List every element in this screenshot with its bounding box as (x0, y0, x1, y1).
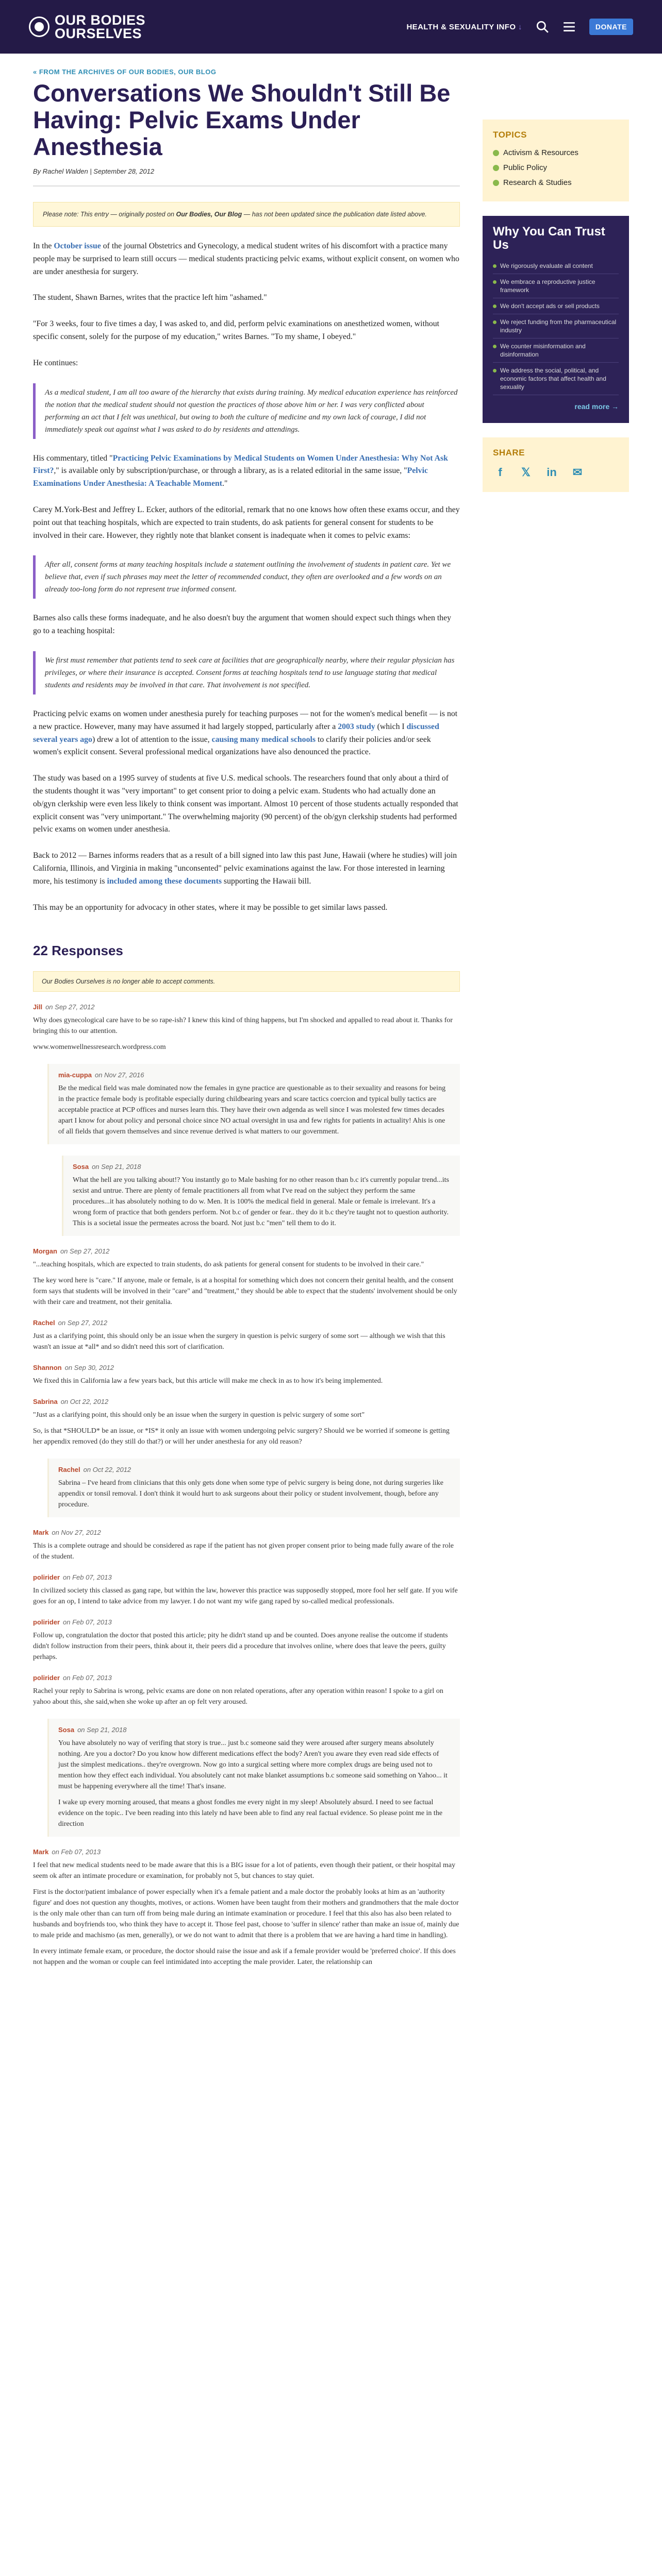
trust-item: We don't accept ads or sell products (493, 298, 619, 314)
blockquote: We first must remember that patients tend to seek care at facilities that are geographically nearby, where their regular physician has privileges, or where their insurance is accepted. Consent forms at teaching hospitals tend to use language stating that medical students and residents may be involved in that care. That involvement is not specified. (33, 651, 460, 694)
comment-author[interactable]: Rachel (58, 1466, 80, 1474)
text: (which I (375, 722, 407, 731)
text: Practicing pelvic exams on women under anesthesia purely for teaching purposes — not for the women's medical benefit — is not a new practice. However, many may have assumed it had largely stopped, particularly after a (33, 709, 458, 731)
comment-author[interactable]: Sosa (58, 1726, 75, 1734)
paragraph: Barnes also calls these forms inadequate, and he also doesn't buy the argument that women should expect such things when they go to a teaching hospital: (33, 614, 452, 636)
blockquote: After all, consent forms at many teaching hospitals include a statement outlining the involvement of students in patient care. Yet we believe that, even if such phrases may meet the letter of recommended conduct, they often are overlooked and a few words on an already too-long form do not represent true informed consent. (33, 555, 460, 599)
comment-paragraph: I feel that new medical students need to be made aware that this is a BIG issue for a lot of patients, even though their patient, or their hospital may seem ok after an intimate procedure or examination, for probably not 5, but chances to stay quiet. (33, 1861, 456, 1880)
comment (33, 1529, 460, 1562)
comment-paragraph: "Just as a clarifying point, this should only be an issue when the surgery in question is pelvic surgery of some sort" (33, 1411, 365, 1419)
paragraph: "For 3 weeks, four to five times a day, I was asked to, and did, perform pelvic examinations on anesthetized women, without specific consent, solely for the purpose of my education," writes Barnes. "To my shame, I obeyed." (33, 319, 440, 341)
article-title: Conversations We Shouldn't Still Be Having: Pelvic Exams Under Anesthesia (33, 79, 451, 160)
comment-header (33, 1247, 460, 1255)
comment (33, 1674, 460, 1707)
divider (33, 185, 460, 187)
topic-label: Activism & Resources (503, 148, 578, 157)
trust-item: We rigorously evaluate all content (493, 258, 619, 274)
comment-date: on Feb 07, 2013 (63, 1573, 112, 1582)
comment-body (33, 1686, 460, 1707)
comment-paragraph: Just as a clarifying point, this should only be an issue when the surgery in question is pelvic surgery of some sort — although we wish that this wasn't an issue at *all* and so didn't need this sort of clarification. (33, 1332, 445, 1351)
topic-item[interactable] (493, 160, 619, 175)
trust-box (483, 216, 629, 423)
logo-line1: OUR BODIES (55, 12, 146, 28)
comment-paragraph: I wake up every morning aroused, that means a ghost fondles me every night in my sleep! Absolutely absurd. I need to see factual evidence on the topic.. I've been reading into this lately nd have been able to find any real factual evidence. So please point me in the direction (58, 1799, 443, 1828)
sidebar (483, 54, 629, 492)
comment-date: on Sep 27, 2012 (60, 1247, 110, 1256)
text: In the (33, 242, 54, 250)
commentary-link[interactable]: Practicing Pelvic Examinations by Medical Students on Women Under Anesthesia: Why Not Ask First? (33, 453, 448, 476)
bullet-icon (493, 180, 499, 186)
comment (47, 1459, 460, 1517)
comment-paragraph: Follow up, congratulation the doctor that posted this article; pity he didn't stand up and be counted. Does anyone realise the outcome if students didn't follow instruction from their peers, think about it, their peers did a procedure that involves online, where does that leave the peers, guilty perhaps. (33, 1632, 448, 1662)
medical-schools-link[interactable]: causing many medical schools (211, 735, 316, 744)
comment-date: on Sep 27, 2012 (58, 1319, 108, 1327)
comment-header (33, 1319, 460, 1327)
comment-date: on Oct 22, 2012 (60, 1398, 109, 1406)
donate-button[interactable]: DONATE (589, 19, 633, 35)
trust-item: We embrace a reproductive justice framework (493, 274, 619, 298)
comment-date: on Sep 21, 2018 (77, 1726, 127, 1734)
topic-label: Research & Studies (503, 178, 572, 187)
comment-header (33, 1674, 460, 1682)
discussed-link[interactable]: discussed several years ago (33, 722, 439, 744)
editorial-link[interactable]: Pelvic Examinations Under Anesthesia: A Teachable Moment (33, 466, 428, 488)
comment (47, 1719, 460, 1837)
comment-paragraph: www.womenwellnessresearch.wordpress.com (33, 1043, 166, 1052)
search-icon[interactable] (536, 20, 549, 33)
site-header (0, 0, 662, 54)
paragraph (33, 452, 460, 490)
text: of the journal Obstetrics and Gynecology, a medical student writes of his discomfort with a practice many people may be surprised to learn still occurs — medical students practicing pelvic exams, without explicit consent, on women who are under anesthesia for surgery. (33, 242, 459, 276)
comment-header (33, 1529, 460, 1536)
comment-body (58, 1083, 451, 1137)
comment-date: on Sep 21, 2018 (92, 1163, 141, 1171)
comment-date: on Sep 27, 2012 (45, 1003, 95, 1011)
comment-date: on Nov 27, 2012 (52, 1529, 101, 1537)
topic-item[interactable] (493, 175, 619, 190)
menu-icon[interactable] (562, 20, 576, 33)
linkedin-icon[interactable]: in (547, 466, 557, 479)
comment-paragraph: In every intimate female exam, or procedure, the doctor should raise the issue and ask if a female provider would be 'preferred choice'. If this does not happen and the woman or couple can feel intimidated into accepting the male provider. Later, the relationship can (33, 1947, 456, 1967)
comment-date: on Oct 22, 2012 (83, 1466, 131, 1474)
comment-date: on Feb 07, 2013 (63, 1618, 112, 1626)
comment (33, 1618, 460, 1663)
trust-item: We address the social, political, and economic factors that affect health and sexuality (493, 363, 619, 395)
share-box (483, 437, 629, 492)
comments-heading: 22 Responses (33, 943, 123, 959)
comment-body (33, 1331, 460, 1352)
study-link[interactable]: 2003 study (338, 722, 375, 731)
comment-paragraph: Sabrina – I've heard from clinicians that this only gets done when some type of pelvic surgery is being done, not during surgeries like appendix or tonsil removal. I don't think it would hurt to ask surgeons about their policy or student involvement, though, before any procedure. (58, 1479, 443, 1509)
comment-body (33, 1860, 460, 1968)
comment-paragraph: We fixed this in California law a few years back, but this article will make me check in as to how it's being implemented. (33, 1377, 383, 1385)
topics-box (483, 120, 629, 201)
comment-body (33, 1015, 460, 1053)
comment-author[interactable]: Mark (33, 1529, 49, 1537)
comment-inner (49, 1719, 460, 1837)
comment-author[interactable]: Sabrina (33, 1398, 58, 1406)
comment-paragraph: First is the doctor/patient imbalance of power especially when it's a female patient and a male doctor the probably looks at him as an 'authority figure' and does not question any thoughts, motives, or actions. Women have been taught from their mothers and grandmothers that the male doctor is the only male other than can turn off from being male during an intimate examination or procedure. I feel that this also has also been related to husbands and boyfriends too, who think they have to accept it. Those feel past, choose to 'suffer in silence' rather than make an issue of, mainly due to male pride and machismo (as men, generally), or we do not want to admit that there is a problem that we are having a hard time in handling). (33, 1888, 459, 1940)
chevron-down-icon: ↓ (518, 22, 522, 31)
comment-date: on Feb 07, 2013 (52, 1848, 101, 1856)
comment (33, 1398, 460, 1447)
logo-line2: OURSELVES (55, 26, 142, 41)
comment-inner (33, 1848, 460, 1968)
note-text: Please note: This entry — originally posted on (43, 211, 176, 218)
comment (33, 1848, 460, 1968)
comment (33, 1319, 460, 1352)
comment-body (33, 1585, 460, 1607)
paragraph: The study was based on a 1995 survey of students at five U.S. medical schools. The researchers found that only about a third of the students thought it was "very important" to get consent prior to doing a pelvic exam. Students who had actually done an ob/gyn clerkship were even less likely to think consent was important. Almost 10 percent of those students actually responded that explicit consent was "very unimportant." The overwhelming majority (90 percent) of the ob/gyn clerkship students had performed pelvic exams on women under anesthesia. (33, 774, 458, 834)
comment-date: on Sep 30, 2012 (64, 1364, 114, 1372)
october-issue-link[interactable]: October issue (54, 242, 101, 250)
comment-paragraph: Rachel your reply to Sabrina is wrong, pelvic exams are done on non related operations, after any operation within reason! I spoke to a girl on yahoo about this, she said,when she woke up after an op felt very aroused. (33, 1687, 443, 1706)
read-more-link[interactable]: read more → (574, 402, 619, 411)
health-info-menu[interactable] (406, 23, 522, 31)
comment (33, 1364, 460, 1386)
comment-body (33, 1540, 460, 1562)
article-main (33, 54, 460, 1968)
comment-inner (49, 1459, 460, 1517)
text: ," is available only by subscription/purchase, or through a library, as is a related editorial in the same issue, " (54, 466, 407, 476)
topics-title: TOPICS (493, 130, 527, 140)
comment-body (73, 1175, 451, 1229)
comment-author[interactable]: polirider (33, 1573, 60, 1582)
comment-author[interactable]: Morgan (33, 1247, 57, 1256)
comment (33, 1573, 460, 1607)
comment-header (33, 1398, 460, 1405)
facebook-icon[interactable]: f (498, 466, 502, 479)
x-icon[interactable]: 𝕏 (521, 466, 531, 479)
comment-inner (33, 1319, 460, 1352)
paragraph: This may be an opportunity for advocacy in other states, where it may be possible to get similar laws passed. (33, 903, 388, 912)
comment-header (33, 1573, 460, 1581)
comment-paragraph: Why does gynecological care have to be so rape-ish? I knew this kind of thing happens, but I'm shocked and appalled to read about it. Thanks for bringing this to our attention. (33, 1016, 453, 1036)
paragraph: The student, Shawn Barnes, writes that the practice left him "ashamed." (33, 293, 267, 302)
comment-paragraph: In civilized society this classed as gang rape, but within the law, however this practice was supposedly stopped, more fool her self gate. If you wife goes for an op, I intend to take advice from my lawyer. I do not want my wife gang raped by so-called medical professionals. (33, 1587, 458, 1606)
comment-header (58, 1726, 451, 1734)
comment-inner (33, 1674, 460, 1707)
comment (62, 1156, 460, 1236)
comment-inner (33, 1247, 460, 1308)
bullet-icon (493, 150, 499, 156)
comment-author[interactable]: Sosa (73, 1163, 89, 1171)
text: ) drew a lot of attention to the issue, (92, 735, 212, 744)
bullet-icon (493, 165, 499, 171)
site-logo[interactable] (29, 13, 145, 40)
paragraph (33, 240, 460, 278)
comment-header (33, 1848, 460, 1856)
share-title: SHARE (493, 448, 525, 457)
paragraph: He continues: (33, 358, 78, 367)
comment-author[interactable]: Jill (33, 1003, 43, 1011)
comments-closed-notice: Our Bodies Ourselves is no longer able to accept comments. (33, 971, 460, 992)
comment-date: on Nov 27, 2016 (95, 1071, 144, 1079)
note-text-end: — has not been updated since the publication date listed above. (242, 211, 427, 218)
text: His commentary, titled " (33, 453, 113, 463)
comment-date: on Feb 07, 2013 (63, 1674, 112, 1682)
comment-paragraph: You have absolutely no way of verifing that story is true... just b.c someone said they were aroused after surgery means absolutely nothing. Are you a doctor? Do you know how different medications effect the body? Aren't you aware they even read side effects of just the simplest medications.. they're overgrown. Now go into a surgical setting where more complex drugs are being used not to mention how they effect each individual. You absolutely cant not make blanket assumptions b.c someone said something on Yahoo... it must be happening everywhere all the time! That's insane. (58, 1739, 448, 1791)
text: ." (222, 479, 228, 488)
comment-paragraph: This is a complete outrage and should be considered as rape if the patient has not given proper consent prior to being made fully aware of the role of the student. (33, 1542, 454, 1561)
blockquote: As a medical student, I am all too aware of the hierarchy that exists during training. My medical education experience has reinforced the notion that the medical student should not question the practices of those above him or her. I was very conflicted about performing an act that I felt was unethical, but owing to both the culture of medicine and my own lack of courage, I did not immediately speak out against what I was asked to do by residents and attendings. (33, 383, 460, 439)
comment-paragraph: So, is that *SHOULD* be an issue, or *IS* it only an issue with women undergoing pelvic surgery? Should we be worried if someone is getting her appendix removed (do they still do that?) or will her under anesthesia for any old reason? (33, 1427, 450, 1446)
comment-body (33, 1376, 460, 1386)
comment-author[interactable]: Shannon (33, 1364, 62, 1372)
comment-author[interactable]: polirider (33, 1674, 60, 1682)
email-icon[interactable]: ✉ (572, 466, 583, 479)
topic-item[interactable] (493, 145, 619, 160)
comment-author[interactable]: Rachel (33, 1319, 55, 1327)
text: supporting the Hawaii bill. (221, 876, 311, 886)
comment-inner (33, 1003, 460, 1053)
comment-header (33, 1618, 460, 1626)
paragraph (33, 708, 460, 759)
comment-inner (33, 1364, 460, 1386)
comment-body (33, 1630, 460, 1663)
comment-author[interactable]: polirider (33, 1618, 60, 1626)
comment-paragraph: Be the medical field was male dominated now the females in gyne practice are questionable as to their sexuality and reasons for being in the practice female body is profitable especially during childbearing years and scare tactics coercion and typical bully tactics are acceptable practice at PCP offices and nurses learn this. They have their own adgenda as well since I was molested few times decades apart I know for about policy and personal choice since NO actual oversight in usa and few rights for patients in actuality! Ahis is one of all fields that govern themselves and since revenue derived is what matters to our government. (58, 1084, 446, 1136)
comment-header (33, 1364, 460, 1371)
comment (47, 1064, 460, 1144)
comment-inner (33, 1398, 460, 1447)
comment-inner (63, 1156, 460, 1236)
archive-link[interactable]: « FROM THE ARCHIVES OF OUR BODIES, OUR BLOG (33, 68, 217, 76)
comment-header (73, 1163, 451, 1171)
trust-title: Why You Can Trust Us (493, 225, 605, 252)
trust-item: We counter misinformation and disinformation (493, 338, 619, 363)
comment-body (33, 1410, 460, 1447)
comment-paragraph: "...teaching hospitals, which are expected to train students, do ask patients for general consent for students to be involved in their care." (33, 1261, 424, 1269)
documents-link[interactable]: included among these documents (107, 876, 222, 886)
topic-label: Public Policy (503, 163, 548, 172)
comment-header (33, 1003, 460, 1011)
comment-body (33, 1259, 460, 1308)
comment-author[interactable]: mia-cuppa (58, 1071, 92, 1079)
article-byline: By Rachel Walden | September 28, 2012 (33, 167, 155, 175)
comment (33, 1003, 460, 1053)
paragraph (33, 850, 460, 888)
comment-paragraph: What the hell are you talking about!? You instantly go to Male bashing for no other reason than b.c it's currently popular trend...its sexist and untrue. There are plenty of female practitioners all from what I've read on the subject they perform the same procedures...it has absolutely nothing to do w. Men. It is 100% the medical field in general. Male or female is irrelevant. It's a wrong form of practice that both genders perform. Not b.c of gender or fear.. they do it b.c they're taught not to question authority. This is a societal issue the permeates across the board. Not just b.c "men" tell them to do it. (73, 1176, 449, 1228)
comment-inner (33, 1618, 460, 1663)
comment-paragraph: The key word here is "care." If anyone, male or female, is at a hospital for something which does not concern their genital health, and the consent form says that students will be involved in their "care" and "treatment," they should be able to expect that the students' involvement should be only with their care and treatment, not their genitalia. (33, 1277, 457, 1307)
paragraph: Carey M.York-Best and Jeffrey L. Ecker, authors of the editorial, remark that no one knows how often these exams occur, and they point out that teaching hospitals, which are expected to train students, do ask patients for general consent for students to be involved in their care. However, they rightly note that blanket consent is inadequate when it comes to pelvic exams: (33, 505, 460, 540)
comment-list (33, 1003, 460, 1968)
comment-inner (33, 1529, 460, 1562)
comment-body (58, 1478, 451, 1510)
comment-body (58, 1738, 451, 1829)
comment-inner (33, 1573, 460, 1607)
comment-header (58, 1071, 451, 1079)
comment-inner (49, 1064, 460, 1144)
archive-note (33, 202, 460, 227)
health-info-label: HEALTH & SEXUALITY INFO (406, 22, 516, 31)
comment-header (58, 1466, 451, 1473)
text: Back to 2012 — Barnes informs readers that as a result of a bill signed into law this past June, Hawaii (where he studies) will join California, Illinois, and Virginia in making "unconsented" pelvic examinations against the law. For those interested in learning more, his testimony is (33, 851, 457, 886)
trust-item: We reject funding from the pharmaceutical industry (493, 314, 619, 338)
comment-author[interactable]: Mark (33, 1848, 49, 1856)
note-blog-name: Our Bodies, Our Blog (176, 211, 242, 218)
text: to clarify their policies and/or seek women's explicit consent. Several professional medical organizations have also denounced the practice. (33, 735, 431, 757)
comment (33, 1247, 460, 1308)
logo-mark-icon (29, 16, 49, 37)
